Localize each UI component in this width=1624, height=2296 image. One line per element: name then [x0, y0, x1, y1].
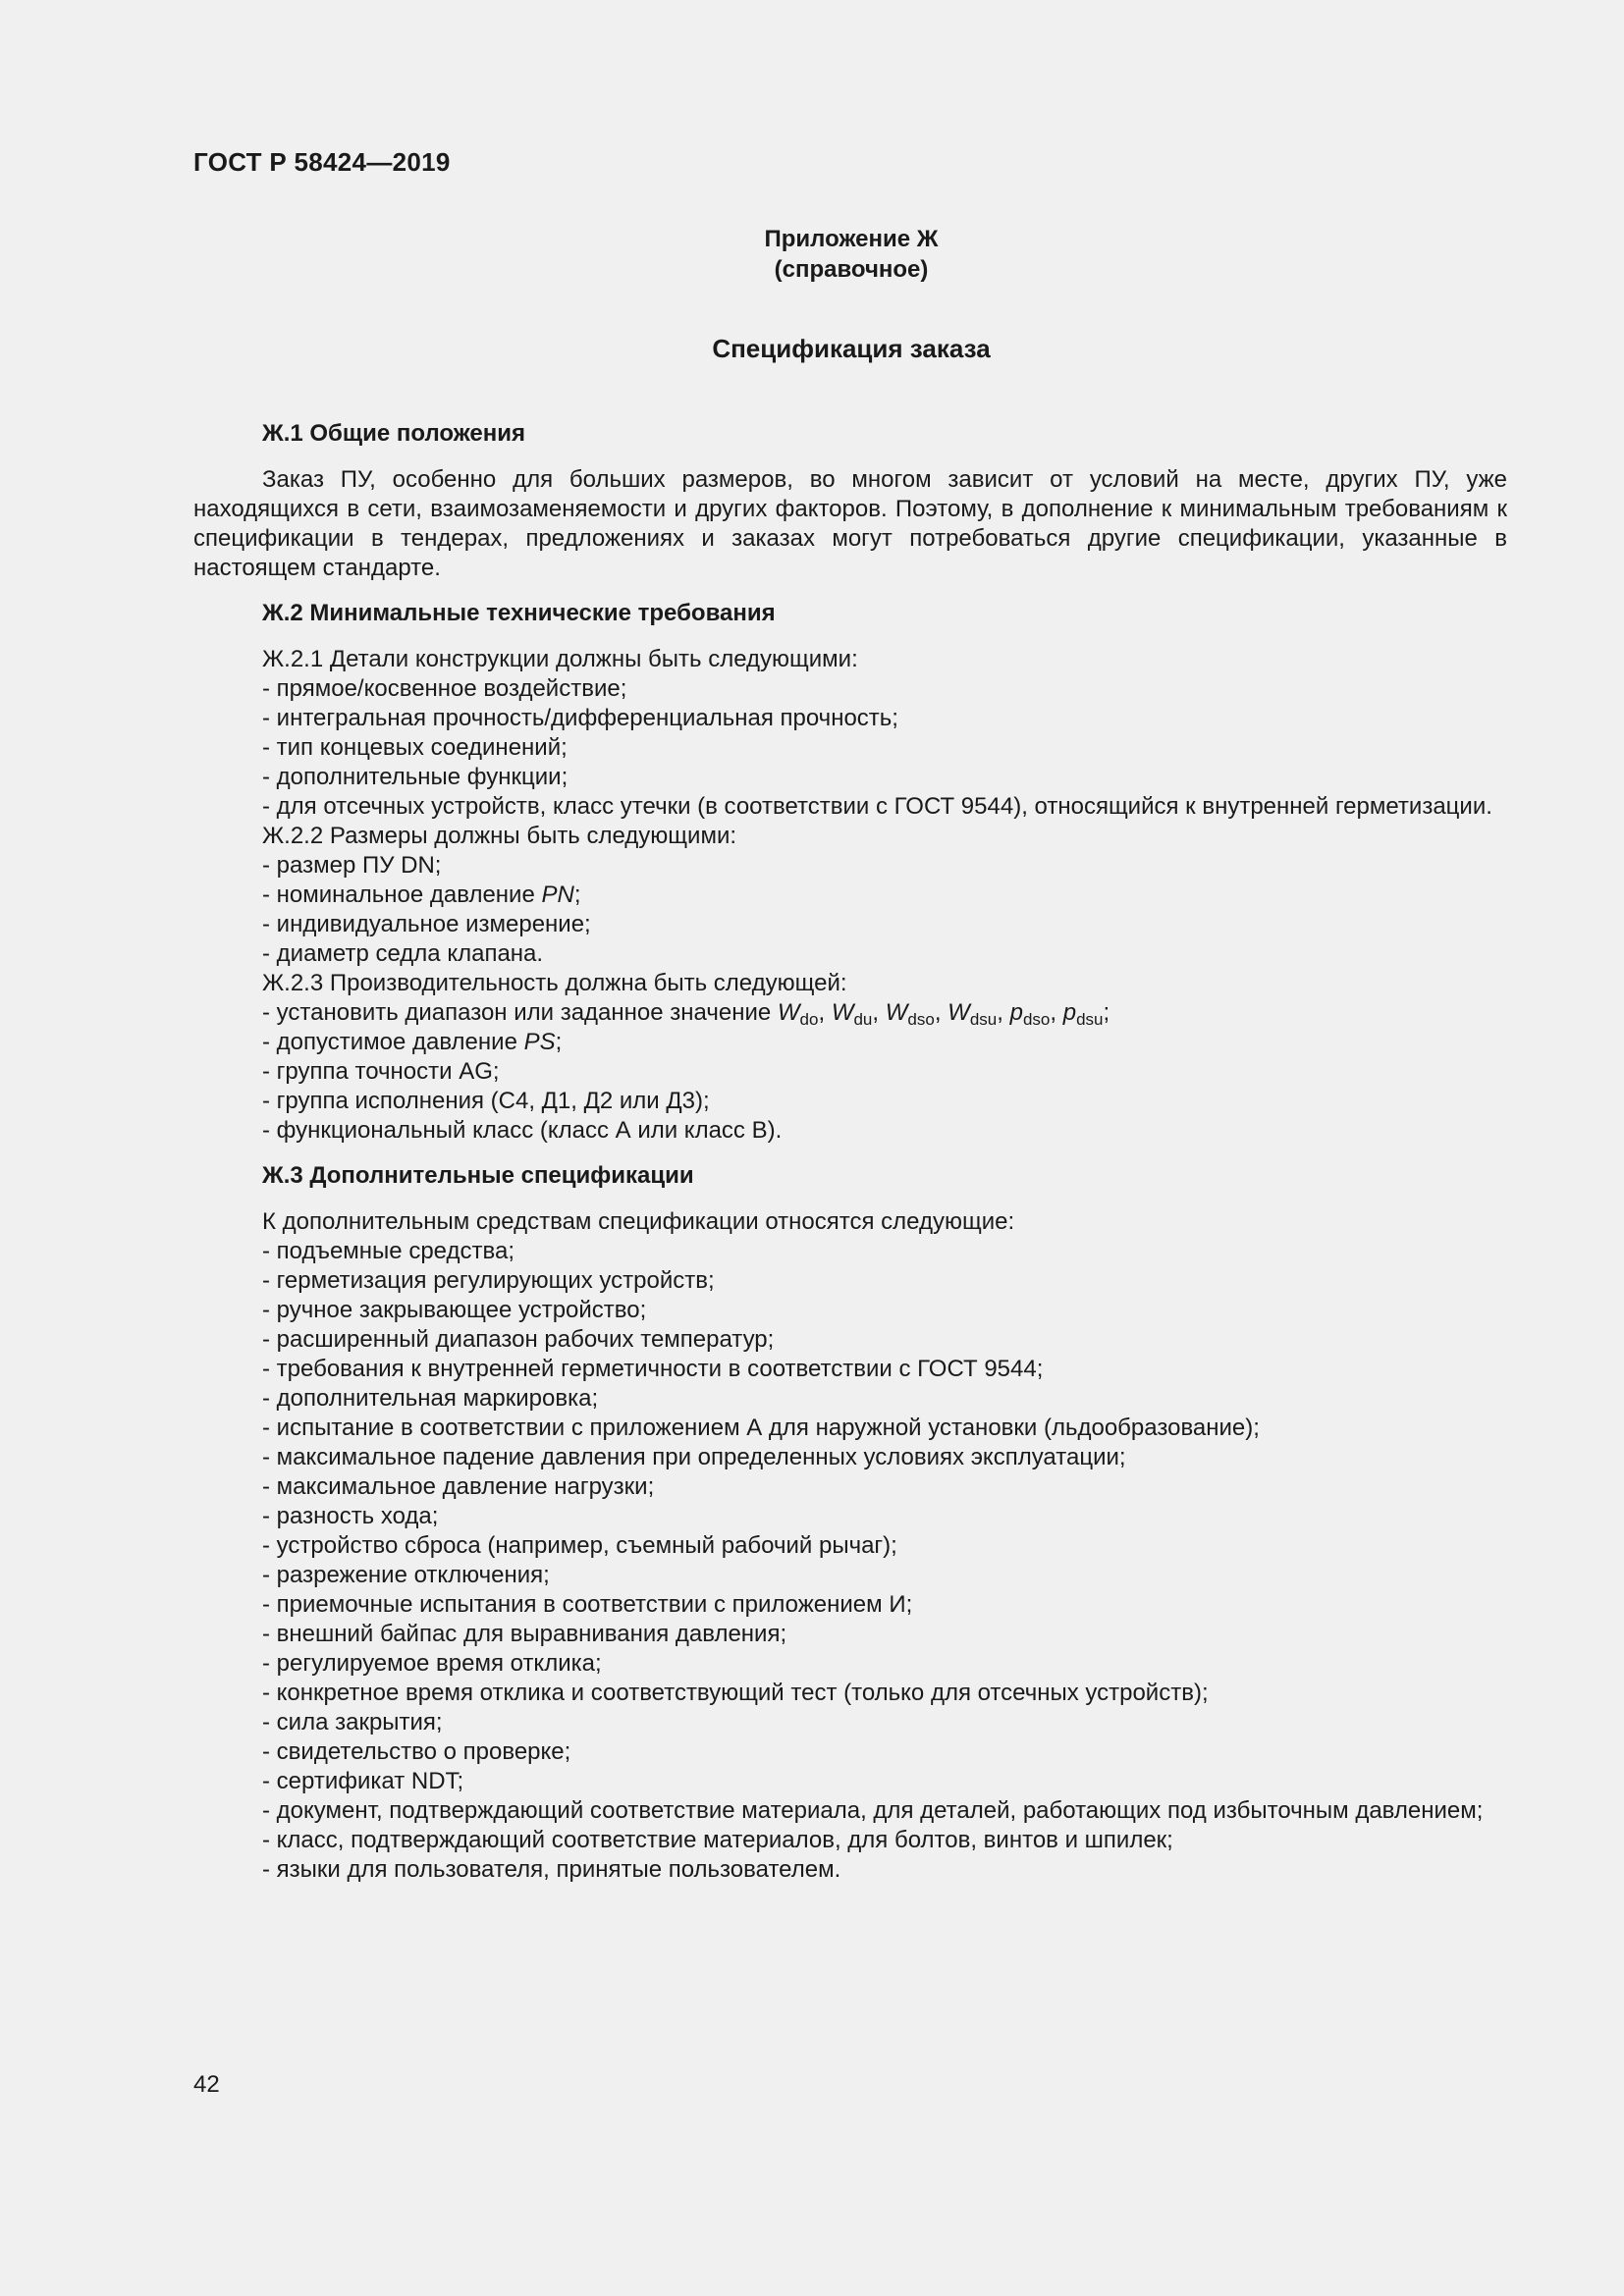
list-item: - дополнительная маркировка; — [262, 1385, 599, 1412]
list-item: - функциональный класс (класс А или класс В). — [262, 1117, 783, 1144]
list-item: - разрежение отключения; — [262, 1562, 550, 1588]
subscript: dsu — [969, 1010, 998, 1029]
minimum-requirements-list — [193, 645, 1507, 1146]
list-item-allowable-pressure — [262, 1028, 1507, 1057]
section-heading-minimum-requirements: Ж.2 Минимальные технические требования — [262, 600, 776, 626]
separator: , — [818, 999, 832, 1026]
list-item: - дополнительные функции; — [262, 764, 568, 790]
separator: , — [997, 999, 1010, 1026]
list-item: - класс, подтверждающий соответствие материалов, для болтов, винтов и шпилек; — [262, 1827, 1173, 1853]
section-heading-general: Ж.1 Общие положения — [262, 420, 526, 447]
list-item-setpoint-range — [262, 998, 1507, 1028]
w-variable: W — [831, 999, 854, 1026]
page-number: 42 — [193, 2071, 220, 2098]
list-item: - герметизация регулирующих устройств; — [262, 1267, 715, 1294]
additional-specs-list — [193, 1207, 1507, 1885]
subscript: do — [799, 1010, 819, 1029]
p-variable: p — [1062, 999, 1077, 1026]
appendix-type: (справочное) — [774, 256, 929, 283]
list-item: - приемочные испытания в соответствии с приложением И; — [262, 1591, 913, 1618]
list-item: - устройство сброса (например, съемный рабочий рычаг); — [262, 1532, 897, 1559]
list-item: - конкретное время отклика и соответствующий тест (только для отсечных устройств); — [262, 1680, 1209, 1706]
list-item: - прямое/косвенное воздействие; — [262, 675, 627, 702]
list-item: - максимальное падение давления при определенных условиях эксплуатации; — [262, 1444, 1126, 1470]
list-item: - языки для пользователя, принятые пользователем. — [262, 1856, 841, 1883]
list-item: - требования к внутренней герметичности в соответствии с ГОСТ 9544; — [262, 1356, 1044, 1382]
subscript: dso — [907, 1010, 935, 1029]
list-item: - свидетельство о проверке; — [262, 1738, 571, 1765]
line-prefix: - допустимое давление — [262, 1029, 524, 1055]
line-suffix: ; — [573, 881, 581, 908]
section-heading-additional-specs: Ж.3 Дополнительные спецификации — [262, 1162, 694, 1189]
list-item-nominal-pressure — [262, 881, 1507, 910]
list-item: Ж.2.2 Размеры должны быть следующими: — [262, 823, 737, 849]
list-item: - максимальное давление нагрузки; — [262, 1473, 655, 1500]
list-item: - документ, подтверждающий соответствие материала, для деталей, работающих под избыточным давлением; — [262, 1797, 1484, 1824]
list-item: - внешний байпас для выравнивания давления; — [262, 1621, 787, 1647]
list-item: - испытание в соответствии с приложением А для наружной установки (льдообразование); — [262, 1415, 1260, 1441]
subscript: du — [853, 1010, 873, 1029]
list-item: - размер ПУ DN; — [262, 852, 442, 879]
list-item: - для отсечных устройств, класс утечки (в соответствии с ГОСТ 9544), относящийся к внутренней герметизации. — [262, 793, 1492, 820]
appendix-label: Приложение Ж — [764, 226, 939, 252]
list-item: К дополнительным средствам спецификации относятся следующие: — [262, 1208, 1015, 1235]
line-prefix: - номинальное давление — [262, 881, 542, 908]
list-item: - интегральная прочность/дифференциальная прочность; — [262, 705, 898, 731]
pn-variable: PN — [541, 881, 574, 908]
separator: , — [1050, 999, 1063, 1026]
ps-variable: PS — [523, 1029, 556, 1055]
w-variable: W — [777, 999, 800, 1026]
p-variable: p — [1009, 999, 1023, 1026]
line-prefix: - установить диапазон или заданное значение — [262, 999, 778, 1026]
list-item: - группа исполнения (С4, Д1, Д2 или Д3); — [262, 1088, 710, 1114]
section-paragraph-general: Заказ ПУ, особенно для больших размеров, во многом зависит от условий на месте, других ПУ, уже находящихся в сети, взаимозаменяемости и других факторов. Поэтому, в дополнение к минимальным требованиям к спецификации в тендерах, предложениях и заказах могут потребоваться другие спецификации, указанные в настоящем стандарте. — [193, 466, 1507, 581]
page-title: Спецификация заказа — [712, 334, 991, 363]
list-item: - индивидуальное измерение; — [262, 911, 591, 937]
list-item: Ж.2.3 Производительность должна быть следующей: — [262, 970, 847, 996]
separator: , — [872, 999, 886, 1026]
list-item: - разность хода; — [262, 1503, 439, 1529]
line-suffix: ; — [1103, 999, 1110, 1026]
list-item: Ж.2.1 Детали конструкции должны быть следующими: — [262, 646, 858, 672]
list-item: - расширенный диапазон рабочих температур; — [262, 1326, 775, 1353]
document-code: ГОСТ Р 58424—2019 — [193, 147, 451, 177]
list-item: - сила закрытия; — [262, 1709, 443, 1735]
list-item: - тип концевых соединений; — [262, 734, 568, 761]
line-suffix: ; — [555, 1029, 563, 1055]
list-item: - подъемные средства; — [262, 1238, 514, 1264]
separator: , — [934, 999, 948, 1026]
list-item: - диаметр седла клапана. — [262, 940, 544, 967]
subscript: dsu — [1076, 1010, 1104, 1029]
list-group-a — [262, 645, 1507, 881]
appendix-heading — [0, 224, 1624, 285]
list-item: - ручное закрывающее устройство; — [262, 1297, 647, 1323]
list-item: - сертификат NDT; — [262, 1768, 464, 1794]
document-body — [193, 419, 1507, 1900]
list-item: - группа точности AG; — [262, 1058, 500, 1085]
w-variable: W — [885, 999, 908, 1026]
list-item: - регулируемое время отклика; — [262, 1650, 602, 1677]
w-variable: W — [947, 999, 970, 1026]
subscript: dso — [1022, 1010, 1051, 1029]
